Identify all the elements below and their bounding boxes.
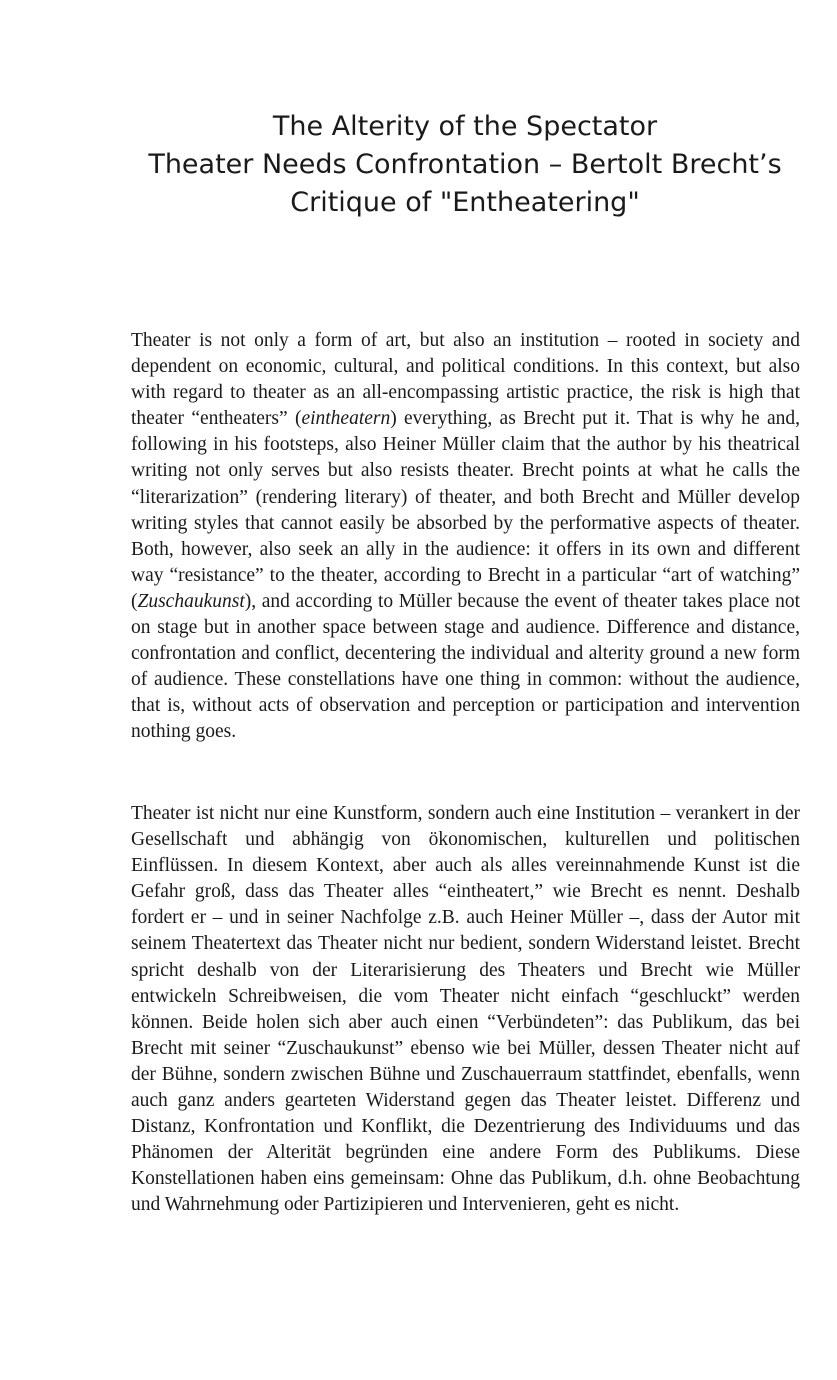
abstract-en-part-1: Theater is not only a form of art, but also an institution – rooted in society and dependent on economic, cultural, and political conditions. In this context, but also with regard to theater as an all-encompassing artistic practice, the risk is high that theater “entheaters” ( xyxy=(131,330,800,430)
abstract-en-italic-eintheatern: eintheatern xyxy=(301,408,391,430)
abstract-english xyxy=(131,328,800,746)
title-line-3: Critique of "Entheatering" xyxy=(290,187,640,218)
title-line-2: Theater Needs Confrontation – Bertolt Brecht’s xyxy=(148,149,782,180)
abstract-german: Theater ist nicht nur eine Kunstform, sondern auch eine Institution – verankert in der Gesellschaft und abhängig von ökonomischen, kulturellen und politischen Einflüssen. In diesem Kontext, aber auch als alles vereinnahmende Kunst ist die Gefahr groß, dass das Theater alles “eintheatert,” wie Brecht es nennt. Deshalb fordert er – und in seiner Nachfolge z.B. auch Heiner Müller –, dass der Autor mit seinem Theatertext das Theater nicht nur bedient, sondern Widerstand leistet. Brecht spricht deshalb von der Literarisierung des Theaters und Brecht wie Müller entwickeln Schreibweisen, die vom Theater nicht einfach “geschluckt” werden können. Beide holen sich aber auch einen “Verbündeten”: das Publikum, das bei Brecht mit seiner “Zuschaukunst” ebenso wie bei Müller, dessen Theater nicht auf der Bühne, sondern zwischen Bühne und Zuschauerraum stattfindet, ebenfalls, wenn auch ganz anders gearteten Widerstand gegen das Theater leistet. Differenz und Distanz, Konfrontation und Konflikt, die Dezentrierung des Individuums und das Phänomen der Alterität begründen eine andere Form des Publikums. Diese Konstellationen haben eins gemeinsam: Ohne das Publikum, d.h. ohne Beobachtung und Wahrnehmung oder Partizipieren und Intervenieren, geht es nicht. xyxy=(131,803,800,1216)
abstract-en-part-3: ), and according to Müller because the event of theater takes place not on stage but in another space between stage and audience. Difference and distance, confrontation and conflict, decentering the individual and alterity ground a new form of audience. These constellations have one thing in common: without the audience, that is, without acts of observation and perception or participation and intervention nothing goes. xyxy=(131,590,800,743)
abstract-en-part-2: ) everything, as Brecht put it. That is why he and, following in his footsteps, also Heiner Müller claim that the author by his theatrical writing not only serves but also resists theater. Brecht points at what he calls the “literarization” (rendering literary) of theater, and both Brecht and Müller develop writing styles that cannot easily be absorbed by the performative aspects of theater. Both, however, also seek an ally in the audience: it offers in its own and different way “resistance” to the theater, according to Brecht in a particular “art of watching” ( xyxy=(131,408,800,612)
title-line-1: The Alterity of the Spectator xyxy=(272,111,658,142)
abstract-en-italic-zuschaukunst: Zuschaukunst xyxy=(137,590,245,612)
chapter-title xyxy=(100,108,830,222)
